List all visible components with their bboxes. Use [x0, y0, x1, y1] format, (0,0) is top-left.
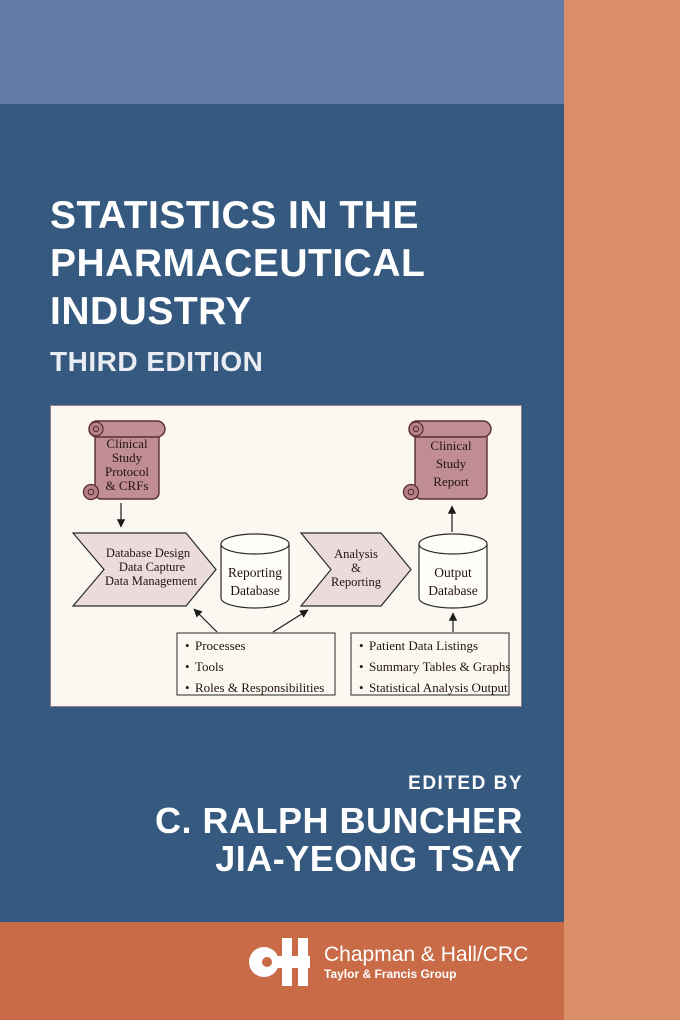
svg-text:Analysis: Analysis — [334, 547, 378, 561]
svg-text:&: & — [351, 561, 361, 575]
svg-text:Tools: Tools — [195, 659, 224, 674]
reporting-database-cylinder — [221, 534, 289, 608]
svg-text:Report: Report — [433, 474, 469, 489]
publisher-name: Chapman & Hall/CRC — [324, 943, 529, 966]
edition-label: THIRD EDITION — [50, 346, 264, 377]
book-title-line: STATISTICS IN THE — [50, 194, 419, 237]
right-accent-strip — [564, 0, 680, 1020]
processes-tools-roles-box — [177, 633, 335, 695]
edited-by-label: EDITED BY — [408, 773, 523, 794]
svg-text:Database: Database — [428, 583, 478, 598]
svg-text:Study: Study — [111, 450, 143, 465]
svg-text:Roles & Responsibilities: Roles & Responsibilities — [195, 680, 325, 695]
editor-name: C. RALPH BUNCHER — [155, 800, 523, 841]
bullet-icon: • — [185, 659, 190, 674]
outputs-list-box — [351, 633, 510, 695]
top-band — [0, 0, 564, 104]
bullet-icon: • — [185, 638, 190, 653]
scroll-curl-icon — [89, 422, 103, 436]
process-chevron-database — [73, 533, 216, 606]
svg-text:Database: Database — [230, 583, 280, 598]
book-title — [50, 192, 425, 378]
chapman-hall-crc-logo-icon — [248, 938, 314, 986]
publisher-group: Taylor & Francis Group — [324, 967, 457, 981]
svg-text:Summary Tables & Graphs: Summary Tables & Graphs — [369, 659, 511, 674]
book-title-line: PHARMACEUTICAL — [50, 242, 426, 285]
scroll-clinical-study-protocol — [84, 421, 166, 500]
clinical-data-flow-figure — [50, 405, 522, 707]
svg-text:Patient Data Listings: Patient Data Listings — [369, 638, 479, 653]
bullet-icon: • — [185, 680, 190, 695]
process-chevron-analysis — [301, 533, 411, 606]
svg-text:Study: Study — [435, 456, 467, 471]
svg-text:Protocol: Protocol — [104, 464, 150, 479]
editor-name: JIA-YEONG TSAY — [215, 838, 523, 879]
output-database-cylinder — [419, 534, 487, 608]
bullet-icon: • — [359, 659, 364, 674]
flow-diagram — [51, 406, 521, 706]
publisher-text — [324, 942, 528, 982]
scroll-clinical-study-report — [404, 421, 492, 500]
bullet-icon: • — [359, 680, 364, 695]
scroll-curl-icon — [409, 422, 423, 436]
editors-block — [155, 773, 523, 878]
svg-text:Reporting: Reporting — [228, 565, 282, 580]
scroll-curl-icon — [404, 485, 419, 500]
arrow-list-to-chevron2-icon — [273, 610, 308, 632]
book-title-line: INDUSTRY — [50, 290, 252, 333]
scroll-protocol-text: Clinical — [106, 436, 148, 451]
publisher-block — [248, 938, 528, 986]
bullet-icon: • — [359, 638, 364, 653]
svg-text:Statistical Analysis Output: Statistical Analysis Output — [369, 680, 508, 695]
svg-text:Database Design: Database Design — [105, 546, 191, 560]
svg-text:Processes: Processes — [195, 638, 246, 653]
scroll-report-text: Clinical — [430, 438, 472, 453]
scroll-curl-icon — [84, 485, 99, 500]
arrow-list-to-chevron1-icon — [194, 609, 217, 632]
svg-text:Data Management: Data Management — [105, 574, 197, 588]
svg-text:& CRFs: & CRFs — [105, 478, 149, 493]
svg-text:Data Capture: Data Capture — [118, 560, 186, 574]
svg-text:Output: Output — [434, 565, 472, 580]
svg-text:Reporting: Reporting — [331, 575, 381, 589]
